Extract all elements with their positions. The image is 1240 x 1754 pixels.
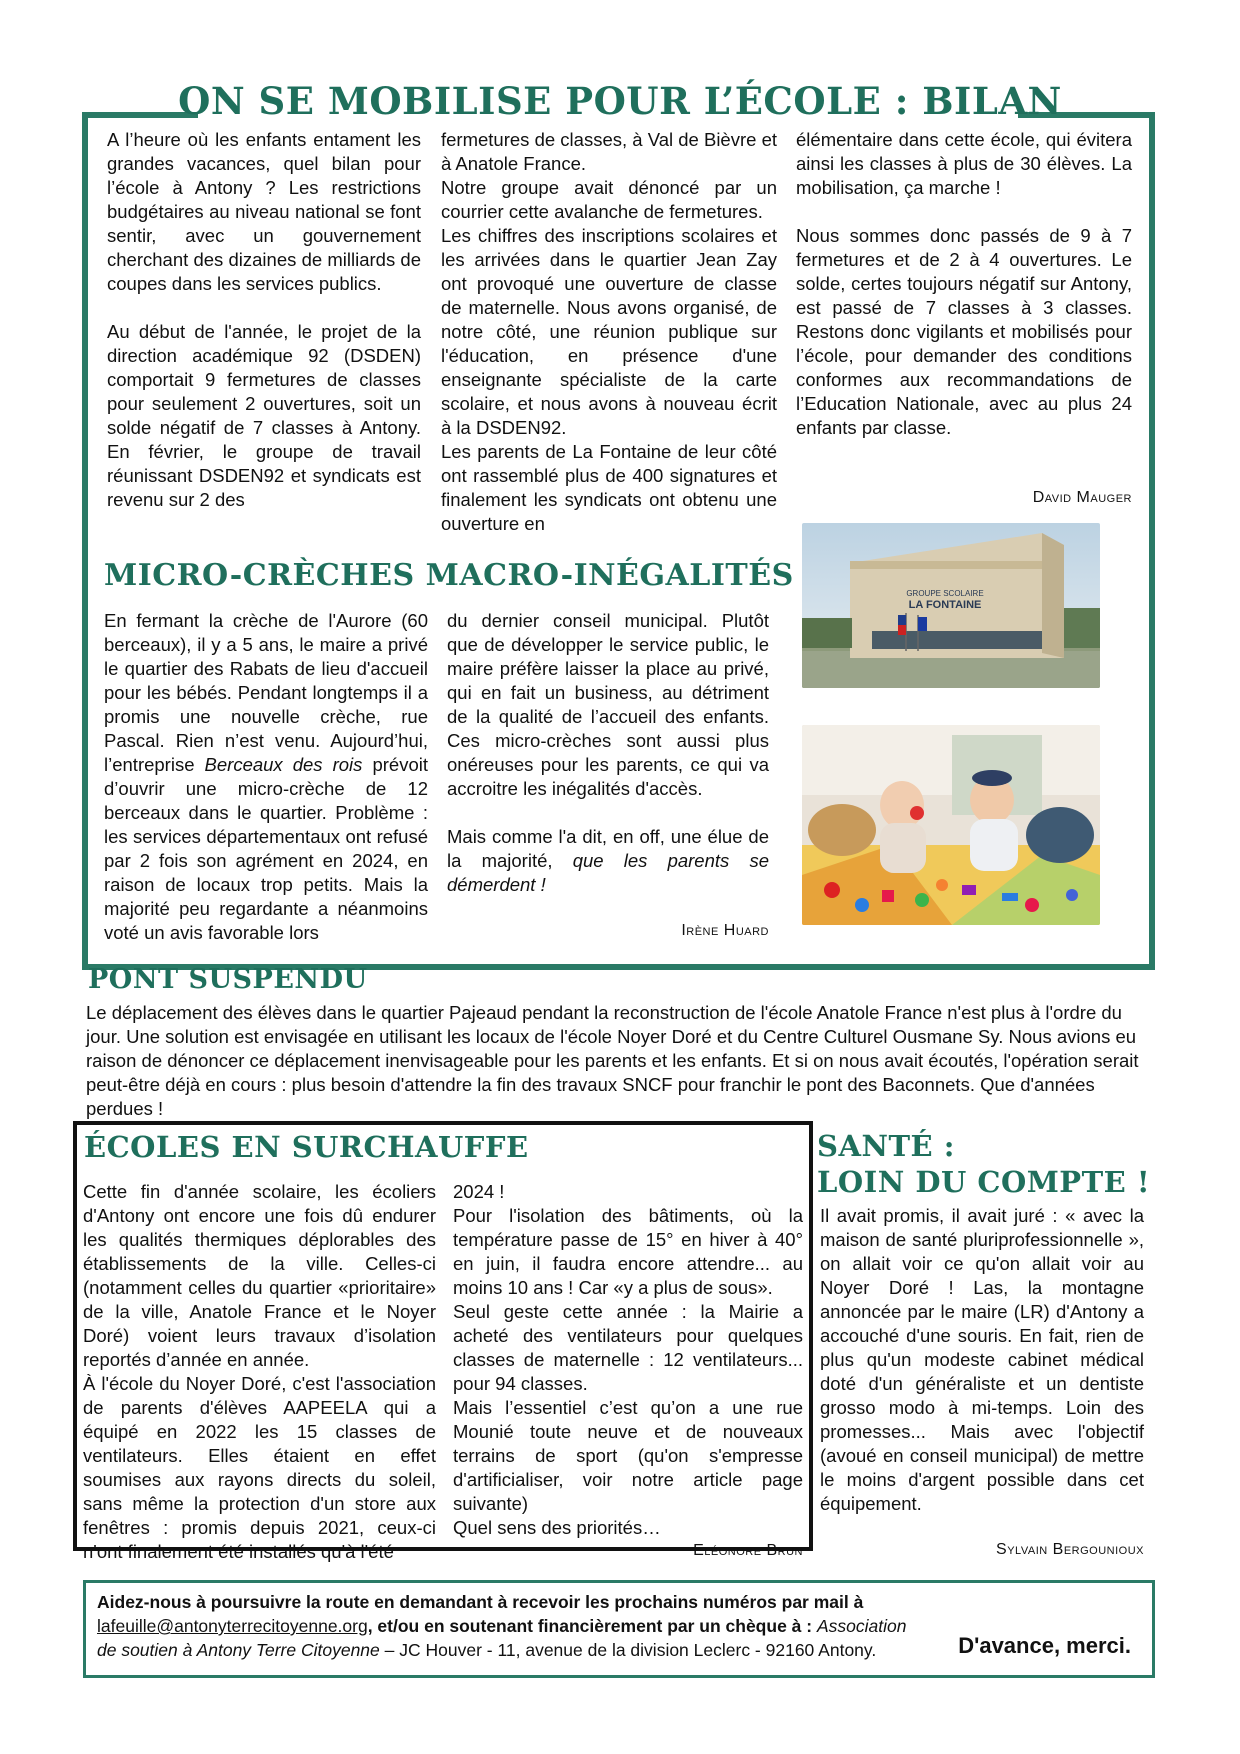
sante-paragraph: Il avait promis, il avait juré : « avec la maison de santé pluriprofessionnelle », on allait voir ce qu'on allait voir au Noyer Doré ! Las, la montagne annoncée par le maire (LR) d'Antony a accouché d'une souris. En fait, rien de plus qu'un modeste cabinet médical doté d'un généraliste et un dentiste grosso modo à mi-temps. Loin des promesses... Mais avec l'objectif (avoué en conseil municipal) de mettre le moins d'argent possible dans cet équipement. <box>820 1205 1144 1514</box>
creches-text: prévoit d’ouvrir une micro-crèche de 12 berceaux dans le quartier. Problème : les services départementaux ont refusé par 2 fois son agrément en 2024, en raison de locaux trop petits. Mais la majorité peu regardante a néanmoins voté un avis favorable lors <box>104 754 428 943</box>
ecoles-title: ÉCOLES EN SURCHAUFFE <box>84 1130 529 1164</box>
sante-body <box>820 1204 1144 1516</box>
sante-signature: Sylvain Bergounioux <box>996 1541 1144 1558</box>
ecoles-paragraph: À l'école du Noyer Doré, c'est l'association de parents d'élèves AAPEELA qui a équipé en 2022 les 15 classes de ventilateurs. Elles étaient en effet soumises aux rayons directs du soleil, sans même la protection d'un store aux fenêtres : promis depuis 2021, ceux-ci n'ont finalement été installés qu'à l'été <box>83 1373 436 1562</box>
ecoles-paragraph: Seul geste cette année : la Mairie a acheté des ventilateurs pour quelques classes de maternelle : 12 ventilateurs... pour 94 classes. <box>453 1301 803 1394</box>
bilan-signature: David Mauger <box>1032 489 1132 506</box>
sante-title-line-2: LOIN DU COMPTE ! <box>817 1165 1151 1199</box>
footer-text <box>97 1590 1147 1662</box>
footer-email-link[interactable]: lafeuille@antonyterrecitoyenne.org <box>97 1616 368 1636</box>
creches-text: Mais comme l'a dit, en off, une élue de la majorité, <box>447 826 769 871</box>
sante-title-line-1: SANTÉ : <box>817 1129 955 1163</box>
ecoles-paragraph: Pour l'isolation des bâtiments, où la température passe de 15° en hiver à 40° en juin, il faudra encore attendre... au moins 10 ans ! Car «y a plus de sous». <box>453 1205 803 1298</box>
bilan-paragraph: Au début de l'année, le projet de la direction académique 92 (DSDEN) comportait 9 fermetures de classes pour seulement 2 ouvertures, soit un solde négatif de 7 classes à Antony. En février, le groupe de travail réunissant DSDEN92 et syndicats est revenu sur 2 des <box>107 321 421 510</box>
ecoles-signature: Eléonore Brun <box>693 1542 803 1559</box>
ecoles-paragraph: Mais l’essentiel c’est qu’on a une rue Mounié toute neuve et de nouveaux terrains de sport (qu'on s'empresse d'artificialiser, voir notre article page suivante) <box>453 1397 803 1514</box>
school-building-illustration <box>802 523 1100 688</box>
footer-association-name: de soutien à Antony Terre Citoyenne <box>97 1640 380 1660</box>
babies-playing-photo <box>802 725 1100 925</box>
creches-quote: que les parents se démerdent ! <box>447 850 769 895</box>
ecoles-column-2 <box>453 1180 803 1540</box>
babies-playing-illustration <box>802 725 1100 925</box>
ecoles-paragraph: Quel sens des priorités… <box>453 1517 661 1538</box>
sante-title <box>817 1128 1150 1200</box>
creches-paragraph <box>447 825 769 897</box>
pont-title: PONT SUSPENDU <box>88 964 368 995</box>
pont-paragraph: Le déplacement des élèves dans le quartier Pajeaud pendant la reconstruction de l'école Anatole France n'est plus à l'ordre du jour. Une solution est envisagée en utilisant les locaux de l'école Noyer Doré et du Centre Culturel Ousmane Sy. Nous avions eu raison de dénoncer ce déplacement inenvisageable pour les parents et les enfants. Et si on nous avait écoutés, l'opération serait peut-être déjà en cours : plus besoin d'attendre la fin des travaux SNCF pour franchir le pont des Baconnets. Que d'années perdues ! <box>86 1002 1139 1119</box>
ecoles-column-1 <box>83 1180 436 1564</box>
ecoles-paragraph: Cette fin d'année scolaire, les écoliers d'Antony ont encore une fois dû endurer les qualités thermiques déplorables des établissements de la ville. Celles-ci (notamment celles du quartier «prioritaire» de la ville, Anatole France et le Noyer Doré) voient leurs travaux d’isolation reportés d’année en année. <box>83 1181 436 1370</box>
creches-paragraph: du dernier conseil municipal. Plutôt que de développer le service public, le maire préfère laisser la place au privé, qui en fait un business, au détriment de la qualité de l’accueil des enfants. Ces micro-crèches sont aussi plus onéreuses pour les parents, ce qui va accroitre les inégalités d'accès. <box>447 610 769 799</box>
creches-title: MICRO-CRÈCHES MACRO-INÉGALITÉS <box>104 558 794 593</box>
bilan-paragraph: Notre groupe avait dénoncé par un courrier cette avalanche de fermetures. <box>441 177 777 222</box>
ecoles-paragraph: 2024 ! <box>453 1181 505 1202</box>
school-building-photo <box>802 523 1100 688</box>
bilan-paragraph: fermetures de classes, à Val de Bièvre et à Anatole France. <box>441 129 777 174</box>
creches-column-1 <box>104 609 428 945</box>
bilan-column-2 <box>441 128 777 536</box>
footer-line-3 <box>97 1633 1147 1662</box>
bilan-title: ON SE MOBILISE POUR L’ÉCOLE : BILAN <box>178 79 1062 123</box>
bilan-paragraph: Les chiffres des inscriptions scolaires et les arrivées dans le quartier Jean Zay ont provoqué une ouverture de classe de maternelle. Nous avons organisé, de notre côté, une réunion publique sur l'éducation, en présence d'une enseignante spécialiste de la carte scolaire, et nous avons à nouveau écrit à la DSDEN92. <box>441 225 777 438</box>
footer-address: – JC Houver - 11, avenue de la division Leclerc - 92160 Antony. <box>379 1640 877 1660</box>
bilan-paragraph: Nous sommes donc passés de 9 à 7 fermetures et de 2 à 4 ouvertures. Le solde, certes toujours négatif sur Antony, est passé de 7 classes à 3 classes. Restons donc vigilants et mobilisés pour l’école, pour demander des conditions conformes aux recommandations de l’Education Nationale, avec au plus 24 enfants par classe. <box>796 225 1132 438</box>
creches-text: En fermant la crèche de l'Aurore (60 berceaux), il y a 5 ans, le maire a privé le quartier des Rabats de lieu d'accueil pour les bébés. Pendant longtemps il a promis une nouvelle crèche, rue Pascal. Rien n’est venu. Aujourd’hui, l’entreprise <box>104 610 428 775</box>
bilan-paragraph: Les parents de La Fontaine de leur côté ont rassemblé plus de 400 signatures et finalement les syndicats ont obtenu une ouverture en <box>441 441 777 534</box>
pont-body <box>86 1001 1139 1121</box>
footer-support-text: , et/ou en soutenant financièrement par un chèque à : <box>367 1616 817 1636</box>
bilan-paragraph: A l’heure où les enfants entament les grandes vacances, quel bilan pour l’école à Antony ? Les restrictions budgétaires au niveau national se font sentir, avec un gouvernement cherchant des dizaines de milliards de coupes dans les services publics. <box>107 129 421 294</box>
bilan-paragraph: élémentaire dans cette école, qui évitera ainsi les classes à plus de 30 élèves. La mobilisation, ça marche ! <box>796 129 1132 198</box>
bilan-column-3 <box>796 128 1132 440</box>
bilan-column-1 <box>107 128 421 512</box>
creches-signature: Irène Huard <box>681 922 769 939</box>
footer-association: Association <box>816 1616 907 1636</box>
school-sign-line-1: GROUPE SCOLAIRE <box>906 589 984 598</box>
creches-paragraph <box>104 609 428 945</box>
school-sign-line-2: LA FONTAINE <box>908 599 982 611</box>
creches-column-2 <box>447 609 769 897</box>
footer-thanks: D'avance, merci. <box>958 1633 1131 1658</box>
footer-line-1: Aidez-nous à poursuivre la route en demandant à recevoir les prochains numéros par mail à <box>97 1592 864 1612</box>
creches-company-name: Berceaux des rois <box>204 754 363 775</box>
